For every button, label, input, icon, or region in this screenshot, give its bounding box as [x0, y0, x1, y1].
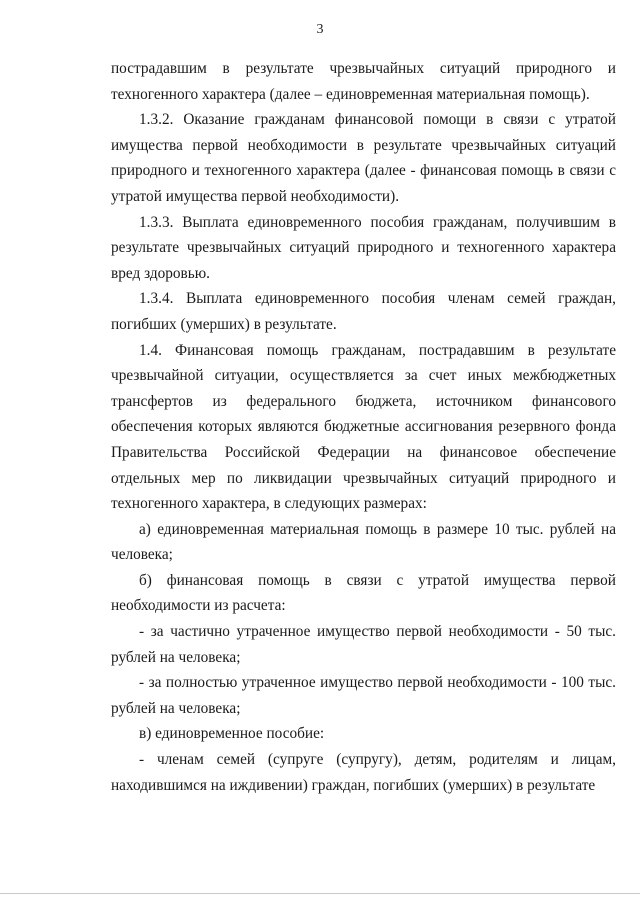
- paragraph-1-3-4: 1.3.4. Выплата единовременного пособия членам семей граждан, погибших (умерших) в результате.: [111, 290, 616, 333]
- page-bottom-edge: [0, 893, 640, 894]
- list-subitem-full-loss: - за полностью утраченное имущество первой необходимости - 100 тыс. рублей на человека;: [111, 674, 616, 717]
- paragraph-continuation: пострадавшим в результате чрезвычайных ситуаций природного и техногенного характера (далее – единовременная материальная помощь).: [111, 60, 616, 103]
- paragraph-1-3-2: 1.3.2. Оказание гражданам финансовой помощи в связи с утратой имущества первой необходимости в результате чрезвычайных ситуаций природного и техногенного характера (далее - финансовая помощь в связи с утратой имущества первой необходимости).: [111, 111, 616, 205]
- list-item-v: в) единовременное пособие:: [139, 725, 325, 743]
- list-item-b: б) финансовая помощь в связи с утратой имущества первой необходимости из расчета:: [111, 571, 616, 615]
- list-subitem-partial-loss: - за частично утраченное имущество первой необходимости - 50 тыс. рублей на человека;: [111, 623, 616, 666]
- list-subitem-family-members: - членам семей (супруге (супругу), детям, родителям и лицам, находившимся на иждивении) граждан, погибших (умерших) в результате: [111, 751, 616, 794]
- paragraph-1-3-3: 1.3.3. Выплата единовременного пособия гражданам, получившим в результате чрезвычайных ситуаций природного и техногенного характера вред здоровью.: [111, 213, 616, 282]
- page-number: 3: [316, 22, 324, 37]
- paragraph-1-4: 1.4. Финансовая помощь гражданам, пострадавшим в результате чрезвычайной ситуации, осуществляется за счет иных межбюджетных трансфертов из федерального бюджета, источником финансового обеспечения которых являются бюджетные ассигнования резервного фонда Правительства Российской Федерации на финансовое обеспечение отдельных мер по ликвидации чрезвычайных ситуаций природного и техногенного характера, в следующих размерах:: [111, 341, 616, 513]
- list-item-a: а) единовременная материальная помощь в размере 10 тыс. рублей на человека;: [111, 520, 616, 564]
- document-body: [111, 56, 616, 798]
